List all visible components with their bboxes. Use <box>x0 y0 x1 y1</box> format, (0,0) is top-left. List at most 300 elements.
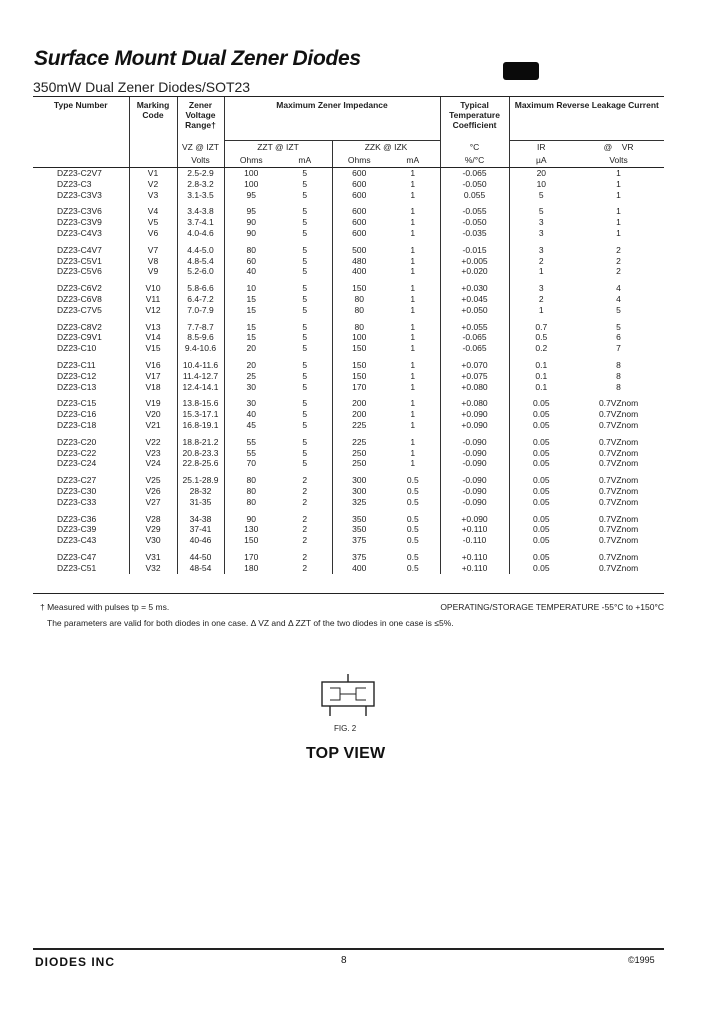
cell-zzt: 15 <box>224 294 278 305</box>
cell-vr: 2 <box>616 244 621 255</box>
cell-code: V9 <box>129 266 177 277</box>
cell-izt: 5 <box>302 381 308 392</box>
cell-izk: 1 <box>410 321 416 332</box>
cell-vz: 20.8-23.3 <box>177 448 224 459</box>
cell-vz: 34-38 <box>177 508 224 525</box>
cell-zzk: 325 <box>332 497 386 508</box>
footer-copyright: ©1995 <box>628 955 655 965</box>
cell-zzk: 480 <box>332 256 386 267</box>
cell-izk: 1 <box>410 343 416 354</box>
cell-vr: 0.7VZnom <box>598 562 639 573</box>
cell-tc: +0.080 <box>440 392 509 409</box>
cell-izk: 1 <box>410 283 416 294</box>
cell-tc: -0.015 <box>440 239 509 256</box>
cell-code: V31 <box>129 546 177 563</box>
cell-zzt: 20 <box>224 343 278 354</box>
col-header-leakage: Maximum Reverse Leakage Current <box>509 97 664 141</box>
unit-ohms-zzk: Ohms <box>332 154 386 168</box>
table-row <box>33 217 664 228</box>
cell-type: DZ23-C9V1 <box>57 332 102 343</box>
cell-ir: 0.05 <box>509 524 573 535</box>
cell-izt: 2 <box>302 475 308 486</box>
cell-code: V15 <box>129 343 177 354</box>
cell-vz: 15.3-17.1 <box>177 409 224 420</box>
table-row <box>33 535 664 546</box>
cell-izt: 5 <box>302 206 308 217</box>
cell-ir: 0.05 <box>509 486 573 497</box>
unit-pct-c: %/°C <box>440 154 509 168</box>
cell-vz: 48-54 <box>177 563 224 574</box>
cell-code: V6 <box>129 228 177 239</box>
cell-tc: +0.110 <box>440 563 509 574</box>
cell-izt: 5 <box>302 255 308 266</box>
subheader-at: @ <box>603 142 613 152</box>
cell-vr: 0.7VZnom <box>598 551 639 562</box>
cell-ir: 0.05 <box>509 508 573 525</box>
cell-zzk: 600 <box>332 217 386 228</box>
cell-code: V20 <box>129 409 177 420</box>
page-title: Surface Mount Dual Zener Diodes <box>34 47 361 70</box>
cell-code: V3 <box>129 190 177 201</box>
cell-zzk: 600 <box>332 168 386 179</box>
cell-zzk: 170 <box>332 382 386 393</box>
cell-tc: -0.090 <box>440 458 509 469</box>
cell-vz: 3.1-3.5 <box>177 190 224 201</box>
cell-zzk: 600 <box>332 190 386 201</box>
cell-code: V4 <box>129 200 177 217</box>
cell-type: DZ23-C27 <box>57 475 97 486</box>
cell-vz: 13.8-15.6 <box>177 392 224 409</box>
cell-type: DZ23-C11 <box>57 359 96 370</box>
cell-code: V19 <box>129 392 177 409</box>
cell-zzt: 80 <box>224 469 278 486</box>
cell-vz: 6.4-7.2 <box>177 294 224 305</box>
cell-vz: 7.7-8.7 <box>177 316 224 333</box>
cell-tc: +0.070 <box>440 354 509 371</box>
cell-type: DZ23-C6V2 <box>57 283 102 294</box>
cell-vr: 8 <box>616 381 621 392</box>
cell-tc: +0.005 <box>440 256 509 267</box>
cell-ir: 2 <box>509 256 573 267</box>
cell-izk: 1 <box>410 206 416 217</box>
cell-type: DZ23-C30 <box>57 485 97 496</box>
cell-izk: 1 <box>410 168 416 178</box>
table-row <box>33 524 664 535</box>
cell-vr: 8 <box>616 359 621 370</box>
cell-vr: 0.7VZnom <box>598 409 639 420</box>
cell-zzk: 150 <box>332 277 386 294</box>
cell-izk: 0.5 <box>406 551 419 562</box>
cell-vz: 37-41 <box>177 524 224 535</box>
cell-vz: 3.7-4.1 <box>177 217 224 228</box>
cell-izt: 5 <box>302 436 308 447</box>
cell-zzk: 80 <box>332 305 386 316</box>
cell-zzt: 30 <box>224 392 278 409</box>
cell-tc: -0.035 <box>440 228 509 239</box>
cell-type: DZ23-C20 <box>57 436 97 447</box>
cell-vr: 0.7VZnom <box>598 524 639 535</box>
cell-izk: 1 <box>410 458 416 469</box>
cell-vr: 0.7VZnom <box>598 436 639 447</box>
cell-type: DZ23-C22 <box>57 447 97 458</box>
cell-izk: 1 <box>410 332 416 343</box>
cell-code: V30 <box>129 535 177 546</box>
cell-vz: 2.8-3.2 <box>177 179 224 190</box>
cell-code: V16 <box>129 354 177 371</box>
table-row <box>33 497 664 508</box>
cell-ir: 0.05 <box>509 420 573 431</box>
cell-izk: 1 <box>410 178 416 189</box>
cell-zzt: 15 <box>224 332 278 343</box>
table-row <box>33 409 664 420</box>
cell-vz: 2.5-2.9 <box>177 168 224 179</box>
cell-tc: +0.045 <box>440 294 509 305</box>
cell-tc: -0.090 <box>440 448 509 459</box>
cell-code: V2 <box>129 179 177 190</box>
figure-label: FIG. 2 <box>334 724 357 733</box>
cell-ir: 0.05 <box>509 546 573 563</box>
cell-vr: 0.7VZnom <box>598 447 639 458</box>
cell-ir: 0.2 <box>509 343 573 354</box>
cell-tc: +0.110 <box>440 546 509 563</box>
cell-vr: 0.7VZnom <box>598 535 639 546</box>
spec-table-body <box>33 168 664 574</box>
cell-ir: 0.05 <box>509 431 573 448</box>
cell-type: DZ23-C8V2 <box>57 321 102 332</box>
cell-code: V32 <box>129 563 177 574</box>
cell-type: DZ23-C16 <box>57 409 97 420</box>
col-header-zener-voltage: Zener Voltage Range† <box>177 97 224 141</box>
cell-type: DZ23-C4V3 <box>57 227 102 238</box>
cell-zzt: 130 <box>224 524 278 535</box>
cell-zzt: 15 <box>224 316 278 333</box>
footnote-parameters: The parameters are valid for both diodes in one case. Δ VZ and Δ ZZT of the two diodes in one case is ≤5%. <box>47 618 454 628</box>
cell-zzk: 300 <box>332 469 386 486</box>
cell-ir: 0.05 <box>509 497 573 508</box>
cell-zzt: 45 <box>224 420 278 431</box>
cell-ir: 10 <box>509 179 573 190</box>
subheader-ir: IR <box>509 141 573 155</box>
cell-tc: -0.065 <box>440 168 509 179</box>
cell-zzt: 95 <box>224 200 278 217</box>
cell-tc: +0.075 <box>440 371 509 382</box>
cell-type: DZ23-C5V1 <box>57 255 102 266</box>
cell-vr: 0.7VZnom <box>598 475 639 486</box>
cell-zzk: 200 <box>332 392 386 409</box>
unit-ma-izk: mA <box>386 154 440 168</box>
cell-tc: -0.050 <box>440 179 509 190</box>
cell-izk: 0.5 <box>406 513 419 524</box>
cell-vz: 5.2-6.0 <box>177 266 224 277</box>
cell-code: V10 <box>129 277 177 294</box>
cell-tc: 0.055 <box>440 190 509 201</box>
cell-zzk: 400 <box>332 563 386 574</box>
cell-izt: 5 <box>302 189 308 200</box>
cell-tc: -0.090 <box>440 431 509 448</box>
cell-ir: 0.05 <box>509 409 573 420</box>
col-header-temp-coeff: Typical Temperature Coefficient <box>440 97 509 141</box>
cell-vr: 6 <box>616 332 621 343</box>
cell-vr: 0.7VZnom <box>598 419 639 430</box>
table-row <box>33 228 664 239</box>
cell-zzk: 80 <box>332 316 386 333</box>
cell-izk: 1 <box>410 409 416 420</box>
page-subtitle: 350mW Dual Zener Diodes/SOT23 <box>33 79 251 95</box>
cell-code: V17 <box>129 371 177 382</box>
cell-zzt: 30 <box>224 382 278 393</box>
cell-vr: 0.7VZnom <box>598 513 639 524</box>
cell-zzt: 180 <box>224 563 278 574</box>
cell-zzk: 350 <box>332 508 386 525</box>
cell-izt: 5 <box>302 447 308 458</box>
cell-code: V25 <box>129 469 177 486</box>
table-row <box>33 316 664 333</box>
cell-ir: 3 <box>509 228 573 239</box>
cell-vr: 0.7VZnom <box>598 496 639 507</box>
cell-type: DZ23-C12 <box>57 370 97 381</box>
cell-ir: 3 <box>509 217 573 228</box>
cell-vr: 1 <box>616 189 621 200</box>
table-row <box>33 563 664 574</box>
cell-izk: 1 <box>410 227 416 238</box>
cell-tc: +0.090 <box>440 508 509 525</box>
unit-volts-vr: Volts <box>573 154 664 168</box>
cell-vz: 28-32 <box>177 486 224 497</box>
cell-zzt: 15 <box>224 305 278 316</box>
subheader-vr: VR <box>621 142 634 152</box>
cell-zzk: 150 <box>332 343 386 354</box>
cell-izt: 5 <box>302 343 308 354</box>
table-row <box>33 371 664 382</box>
cell-izt: 5 <box>302 266 308 277</box>
cell-zzk: 375 <box>332 546 386 563</box>
cell-izk: 1 <box>410 381 416 392</box>
cell-type: DZ23-C47 <box>57 551 97 562</box>
cell-tc: +0.050 <box>440 305 509 316</box>
cell-tc: +0.055 <box>440 316 509 333</box>
cell-zzt: 90 <box>224 228 278 239</box>
cell-zzk: 150 <box>332 354 386 371</box>
cell-zzk: 375 <box>332 535 386 546</box>
cell-vz: 5.8-6.6 <box>177 277 224 294</box>
cell-vr: 4 <box>616 293 621 304</box>
cell-tc: +0.090 <box>440 420 509 431</box>
cell-vz: 8.5-9.6 <box>177 332 224 343</box>
table-row <box>33 332 664 343</box>
cell-tc: +0.090 <box>440 409 509 420</box>
cell-tc: -0.090 <box>440 497 509 508</box>
cell-type: DZ23-C5V6 <box>57 266 102 277</box>
cell-izt: 2 <box>302 551 308 562</box>
cell-code: V27 <box>129 497 177 508</box>
cell-ir: 3 <box>509 239 573 256</box>
cell-izk: 1 <box>410 244 416 255</box>
cell-izk: 1 <box>410 447 416 458</box>
cell-izk: 1 <box>410 217 416 228</box>
cell-zzt: 10 <box>224 277 278 294</box>
table-row <box>33 294 664 305</box>
cell-zzk: 600 <box>332 228 386 239</box>
cell-zzk: 250 <box>332 458 386 469</box>
cell-zzt: 170 <box>224 546 278 563</box>
bottom-rule <box>33 593 664 594</box>
cell-zzk: 600 <box>332 200 386 217</box>
cell-vz: 4.0-4.6 <box>177 228 224 239</box>
cell-ir: 0.1 <box>509 354 573 371</box>
cell-zzt: 150 <box>224 535 278 546</box>
cell-vz: 22.8-25.6 <box>177 458 224 469</box>
cell-izt: 2 <box>302 524 308 535</box>
cell-izk: 1 <box>410 419 416 430</box>
cell-tc: -0.110 <box>440 535 509 546</box>
cell-ir: 0.1 <box>509 371 573 382</box>
cell-zzt: 60 <box>224 256 278 267</box>
cell-vz: 12.4-14.1 <box>177 382 224 393</box>
col-header-type: Type Number <box>53 100 108 110</box>
cell-tc: +0.030 <box>440 277 509 294</box>
cell-vr: 0.7VZnom <box>598 458 639 469</box>
table-row <box>33 431 664 448</box>
cell-izk: 1 <box>410 436 416 447</box>
cell-izk: 0.5 <box>406 475 419 486</box>
col-header-max-impedance: Maximum Zener Impedance <box>224 97 440 141</box>
cell-code: V18 <box>129 382 177 393</box>
cell-vz: 4.4-5.0 <box>177 239 224 256</box>
cell-izk: 1 <box>410 266 416 277</box>
cell-vz: 16.8-19.1 <box>177 420 224 431</box>
cell-tc: -0.065 <box>440 343 509 354</box>
table-row <box>33 469 664 486</box>
cell-vr: 8 <box>616 370 621 381</box>
unit-volts: Volts <box>177 154 224 168</box>
subheader-zzk-at-izk: ZZK @ IZK <box>332 141 440 155</box>
cell-type: DZ23-C15 <box>57 398 97 409</box>
cell-vz: 44-50 <box>177 546 224 563</box>
cell-izk: 0.5 <box>406 562 419 573</box>
cell-zzt: 40 <box>224 266 278 277</box>
figure-caption: TOP VIEW <box>306 745 386 762</box>
cell-vz: 9.4-10.6 <box>177 343 224 354</box>
table-row <box>33 382 664 393</box>
cell-zzk: 150 <box>332 371 386 382</box>
table-row <box>33 420 664 431</box>
cell-type: DZ23-C3 <box>57 178 92 189</box>
cell-tc: +0.110 <box>440 524 509 535</box>
cell-izt: 5 <box>302 283 308 294</box>
footnote-pulse: † Measured with pulses tp = 5 ms. <box>40 602 170 612</box>
cell-code: V13 <box>129 316 177 333</box>
cell-tc: +0.080 <box>440 382 509 393</box>
cell-type: DZ23-C43 <box>57 535 97 546</box>
cell-vz: 3.4-3.8 <box>177 200 224 217</box>
cell-izt: 5 <box>302 370 308 381</box>
cell-zzk: 100 <box>332 332 386 343</box>
cell-type: DZ23-C3V6 <box>57 206 102 217</box>
cell-zzk: 225 <box>332 431 386 448</box>
table-row <box>33 239 664 256</box>
cell-tc: -0.090 <box>440 486 509 497</box>
cell-vr: 4 <box>616 283 621 294</box>
cell-izt: 5 <box>302 359 308 370</box>
subheader-at-vr <box>573 141 664 155</box>
cell-ir: 0.05 <box>509 392 573 409</box>
cell-izt: 5 <box>302 398 308 409</box>
cell-zzk: 300 <box>332 486 386 497</box>
cell-type: DZ23-C7V5 <box>57 304 102 315</box>
cell-izk: 0.5 <box>406 496 419 507</box>
cell-ir: 0.05 <box>509 469 573 486</box>
table-row <box>33 354 664 371</box>
cell-izk: 1 <box>410 189 416 200</box>
cell-zzk: 350 <box>332 524 386 535</box>
cell-zzt: 90 <box>224 217 278 228</box>
cell-izt: 5 <box>302 178 308 189</box>
cell-izt: 5 <box>302 458 308 469</box>
cell-vr: 2 <box>616 266 621 277</box>
cell-code: V8 <box>129 256 177 267</box>
cell-code: V11 <box>129 294 177 305</box>
cell-izk: 1 <box>410 293 416 304</box>
cell-type: DZ23-C33 <box>57 496 97 507</box>
cell-izt: 5 <box>302 321 308 332</box>
cell-ir: 0.1 <box>509 382 573 393</box>
cell-zzt: 40 <box>224 409 278 420</box>
table-row <box>33 179 664 190</box>
cell-vr: 7 <box>616 343 621 354</box>
cell-izt: 5 <box>302 168 308 178</box>
cell-vz: 31-35 <box>177 497 224 508</box>
cell-izt: 2 <box>302 485 308 496</box>
unit-ma-izt: mA <box>278 154 332 168</box>
cell-zzk: 200 <box>332 409 386 420</box>
cell-vr: 5 <box>616 321 621 332</box>
cell-zzt: 55 <box>224 448 278 459</box>
subheader-zzt-at-izt: ZZT @ IZT <box>224 141 332 155</box>
cell-tc: -0.065 <box>440 332 509 343</box>
cell-vz: 7.0-7.9 <box>177 305 224 316</box>
cell-type: DZ23-C13 <box>57 381 97 392</box>
cell-vz: 40-46 <box>177 535 224 546</box>
cell-izk: 1 <box>410 398 416 409</box>
cell-code: V24 <box>129 458 177 469</box>
cell-zzt: 55 <box>224 431 278 448</box>
cell-type: DZ23-C36 <box>57 513 97 524</box>
cell-type: DZ23-C3V9 <box>57 217 102 228</box>
cell-type: DZ23-C3V3 <box>57 189 102 200</box>
cell-tc: -0.090 <box>440 469 509 486</box>
cell-vr: 0.7VZnom <box>598 398 639 409</box>
cell-vr: 1 <box>616 217 621 228</box>
cell-ir: 5 <box>509 200 573 217</box>
cell-code: V5 <box>129 217 177 228</box>
cell-zzt: 25 <box>224 371 278 382</box>
cell-ir: 3 <box>509 277 573 294</box>
cell-code: V29 <box>129 524 177 535</box>
table-row <box>33 256 664 267</box>
cell-vr: 1 <box>616 206 621 217</box>
cell-izk: 0.5 <box>406 524 419 535</box>
table-row <box>33 266 664 277</box>
cell-code: V14 <box>129 332 177 343</box>
cell-zzt: 20 <box>224 354 278 371</box>
cell-vr: 5 <box>616 304 621 315</box>
table-row <box>33 343 664 354</box>
cell-ir: 0.05 <box>509 535 573 546</box>
cell-vz: 10.4-11.6 <box>177 354 224 371</box>
table-row <box>33 305 664 316</box>
cell-code: V28 <box>129 508 177 525</box>
cell-code: V21 <box>129 420 177 431</box>
